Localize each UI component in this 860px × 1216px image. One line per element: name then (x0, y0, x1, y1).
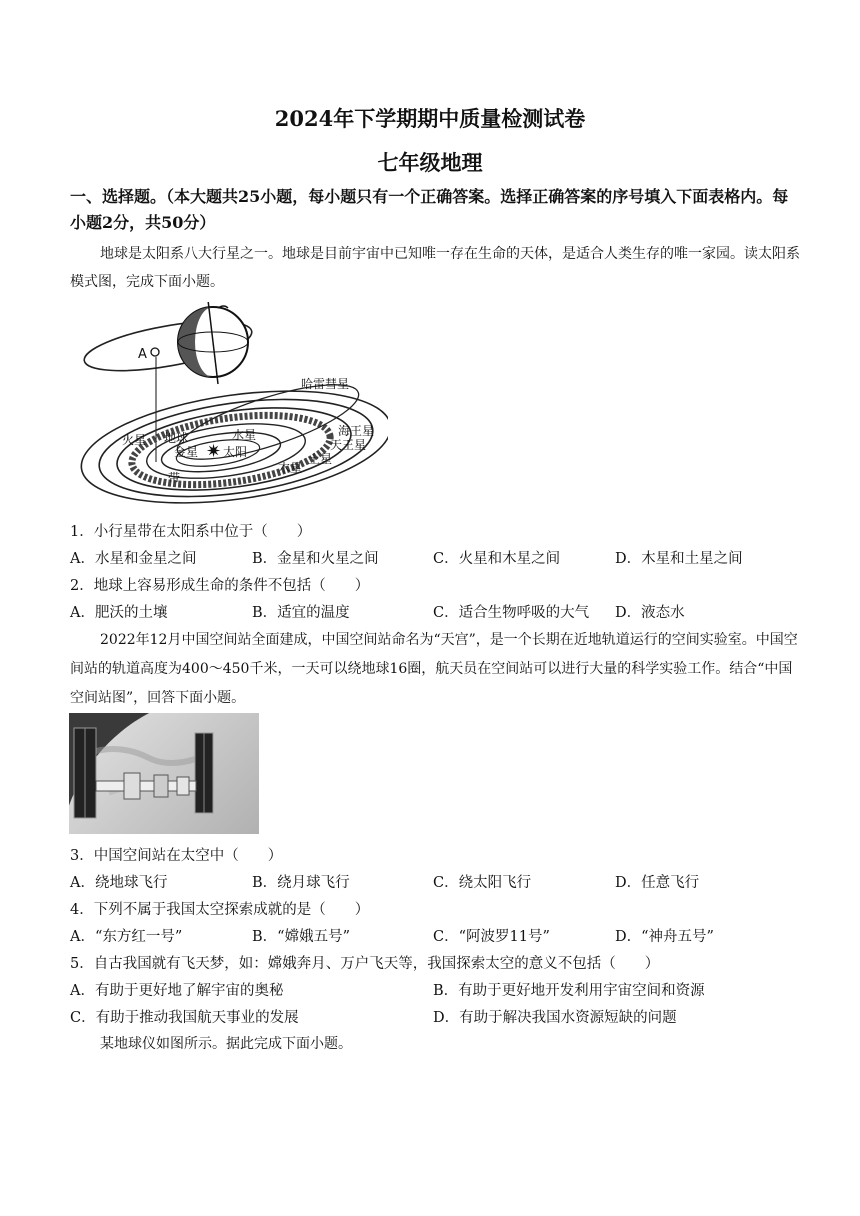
question-3-option-a[interactable]: A．绕地球飞行 (70, 875, 168, 891)
question-3-option-b[interactable]: B．绕月球飞行 (252, 875, 350, 891)
figure-label-a: A (138, 347, 147, 362)
question-5-option-a[interactable]: A．有助于更好地了解宇宙的奥秘 (70, 983, 284, 999)
question-2-option-d[interactable]: D．液态水 (615, 605, 685, 621)
question-1-option-b[interactable]: B．金星和火星之间 (252, 551, 379, 567)
question-1-option-d[interactable]: D．木星和土星之间 (615, 551, 743, 567)
space-station-image (69, 713, 259, 834)
question-5-option-b[interactable]: B．有助于更好地开发利用宇宙空间和资源 (433, 983, 705, 999)
question-3-stem: 3．中国空间站在太空中（ ） (70, 848, 283, 864)
question-4-option-c[interactable]: C．“阿波罗11号” (433, 929, 550, 945)
figure-label-mercury: 水星 (232, 428, 257, 442)
question-2-option-b[interactable]: B．适宜的温度 (252, 605, 350, 621)
question-3-option-c[interactable]: C．绕太阳飞行 (433, 875, 532, 891)
svg-text:✷: ✷ (206, 441, 222, 462)
question-5-option-c[interactable]: C．有助于推动我国航天事业的发展 (70, 1010, 299, 1026)
question-1-option-c[interactable]: C．火星和木星之间 (433, 551, 561, 567)
exam-subtitle: 七年级地理 (377, 150, 483, 175)
figure-label-uranus: 天王星 (330, 438, 367, 452)
question-4-option-b[interactable]: B．“嫦娥五号” (252, 929, 350, 945)
passage-space-station: 2022年12月中国空间站全面建成，中国空间站命名为“天宫”，是一个长期在近地轨道运行的空间实验室。中国空间站的轨道高度为400～450千米，一天可以绕地球16圈，航天员在空间站可以进行大量的科学实验工作。结合“中国空间站图”，回答下面小题。 (70, 632, 798, 706)
figure-label-neptune: 海王星 (338, 424, 375, 438)
passage-solar-system: 地球是太阳系八大行星之一。地球是目前宇宙中已知唯一存在生命的天体，是适合人类生存的唯一家园。读太阳系模式图，完成下面小题。 (70, 246, 800, 290)
figure-label-earth: 地球 (164, 431, 189, 445)
figure-label-sun: 太阳 (223, 445, 248, 459)
question-2-option-c[interactable]: C．适合生物呼吸的大气 (433, 605, 590, 621)
figure-label-jupiter: 木星 (278, 461, 303, 475)
question-4-option-a[interactable]: A．“东方红一号” (70, 929, 183, 945)
figure-label-venus: 金星 (174, 445, 199, 459)
figure-label-halley: 哈雷彗星 (301, 377, 350, 391)
figure-label-saturn: 土星 (308, 452, 333, 466)
figure-label-belt: 带 (168, 471, 181, 485)
question-4-option-d[interactable]: D．“神舟五号” (615, 929, 714, 945)
question-4-stem: 4．下列不属于我国太空探索成就的是（ ） (70, 902, 370, 918)
question-2-option-a[interactable]: A．肥沃的土壤 (70, 605, 168, 621)
question-2-stem: 2．地球上容易形成生命的条件不包括（ ） (70, 578, 370, 594)
passage-globe: 某地球仪如图所示。据此完成下面小题。 (100, 1036, 352, 1052)
question-5-stem: 5．自古我国就有飞天梦，如：嫦娥奔月、万户飞天等，我国探索太空的意义不包括（ ） (70, 956, 660, 972)
question-3-option-d[interactable]: D．任意飞行 (615, 875, 700, 891)
figure-label-mars: 火星 (122, 433, 147, 447)
question-1-stem: 1．小行星带在太阳系中位于（ ） (70, 524, 312, 540)
question-1-option-a[interactable]: A．水星和金星之间 (70, 551, 197, 567)
question-5-option-d[interactable]: D．有助于解决我国水资源短缺的问题 (433, 1010, 677, 1026)
exam-title: 2024年下学期期中质量检测试卷 (274, 106, 586, 131)
section-heading: 一、选择题。（本大题共25小题，每小题只有一个正确答案。选择正确答案的序号填入下面表格内。每小题2分，共50分） (70, 187, 789, 232)
solar-system-figure (68, 302, 388, 507)
